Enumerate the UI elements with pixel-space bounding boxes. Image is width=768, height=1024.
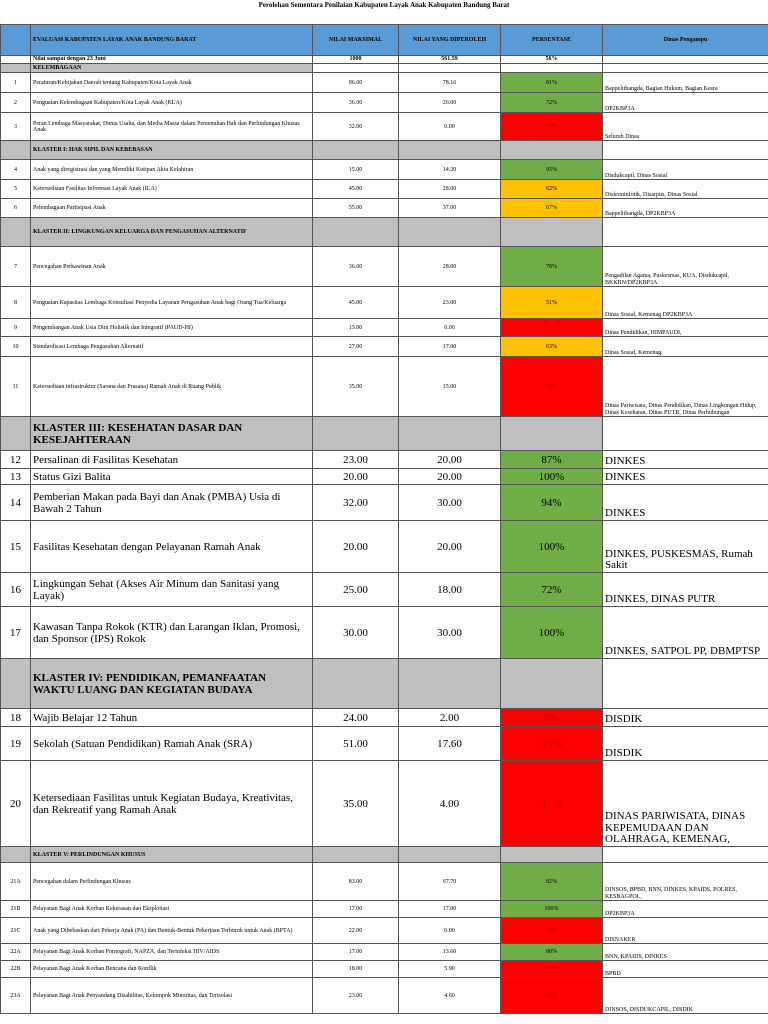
pct-cell: 11% <box>501 761 603 847</box>
pct-cell: 82% <box>501 863 603 901</box>
row-item: Pelayanan Bagi Anak Korban Kekerasan dan Eksploitasi <box>31 901 313 918</box>
section-klaster-2: KLASTER II: LINGKUNGAN KELUARGA DAN PENGASUHAN ALTERNATIF <box>31 218 313 247</box>
pct-cell: 35% <box>501 727 603 761</box>
table-row: 7 Pencegahan Perkawinan Anak 36.00 28.00 78% Pengadilan Agama, Puskesmas, KUA, Disdukcapil, BKKBN/DP2KBP3A <box>1 247 768 287</box>
row-item: Pelembagaan Partisipasi Anak <box>31 199 313 218</box>
table-row: 23A Pelayanan Bagi Anak Penyandang Disabilitas, Kelompok Minoritas, dan Terisolasi 23.00 4.60 20% DINSOS, DISDUKCAPIL, DISDIK <box>1 978 768 1014</box>
pct-cell: 100% <box>501 901 603 918</box>
row-item: Ketersediaan Fasilitas untuk Kegiatan Budaya, Kreativitas, dan Rekreatif yang Ramah Anak <box>31 761 313 847</box>
header-persentase: PERSENTASE <box>501 25 603 56</box>
table-row: 4 Anak yang diregistrasi dan yang Memiliki Kutipan Akta Kelahiran 15.00 14.20 95% Disdukcapil, Dinas Sosial <box>1 160 768 180</box>
row-item: Penguatan Kelembagaan Kabupaten/Kota Layak Anak (KLA) <box>31 93 313 113</box>
table-row: 15 Fasilitas Kesehatan dengan Pelayanan Ramah Anak 20.00 20.00 100% DINKES, PUSKESMAS, Rumah Sakit <box>1 521 768 573</box>
row-dinas: DINKES, SATPOL PP, DBMPTSP <box>603 607 768 659</box>
page-title: Perolehan Sementara Penilaian Kabupaten Layak Anak Kabupaten Bandung Barat <box>258 1 510 9</box>
row-dinas: Diskominfotik, Disarpus, Dinas Sosial <box>603 180 768 199</box>
row-item: Persalinan di Fasilitas Kesehatan <box>31 451 313 469</box>
row-dinas: Bappelitbangda, Bagian Hukum, Bagian Kesra <box>603 73 768 93</box>
header-evaluasi: EVALUASI KABUPATEN LAYAK ANAK BANDUNG BARAT <box>31 25 313 56</box>
table-row: 13 Status Gizi Balita 20.00 20.00 100% DINKES <box>1 469 768 485</box>
row-item: Pencegahan dalam Perlindungan Khusus <box>31 863 313 901</box>
pct-cell: 81% <box>501 73 603 93</box>
table-row: 17 Kawasan Tanpa Rokok (KTR) dan Larangan Iklan, Promosi, dan Sponsor (IPS) Rokok 30.00 30.00 100% DINKES, SATPOL PP, DBMPTSP <box>1 607 768 659</box>
row-dinas: DINSOS, DISDUKCAPIL, DISDIK <box>603 978 768 1014</box>
row-item: Penguatan Kapasitas Lembaga Konsultasi Penyedia Layanan Pengasuhan Anak bagi Orang Tua/Keluarga <box>31 287 313 319</box>
section-row <box>1 218 768 247</box>
row-item: Status Gizi Balita <box>31 469 313 485</box>
row-item: Peraturan/Kebijakan Daerah tentang Kabupaten/Kota Layak Anak <box>31 73 313 93</box>
row-dinas: DINAS PARIWISATA, DINAS KEPEMUDAAN DAN OLAHRAGA, KEMENAG, <box>603 761 768 847</box>
table-row: 1 Peraturan/Kebijakan Daerah tentang Kabupaten/Kota Layak Anak 96.00 78.16 81% Bappelitbangda, Bagian Hukum, Bagian Kesra <box>1 73 768 93</box>
row-item: Pemberian Makan pada Bayi dan Anak (PMBA) Usia di Bawah 2 Tahun <box>31 485 313 521</box>
section-row <box>1 417 768 451</box>
pct-cell: 94% <box>501 485 603 521</box>
row-item: Pelayanan Bagi Anak Korban Bencana dan Konflik <box>31 961 313 978</box>
pct-cell: 63% <box>501 337 603 357</box>
pct-cell: 72% <box>501 93 603 113</box>
row-item: Anak yang diregistrasi dan yang Memiliki Kutipan Akta Kelahiran <box>31 160 313 180</box>
row-dinas: Pengadilan Agama, Puskesmas, KUA, Disdukcapil, BKKBN/DP2KBP3A <box>603 247 768 287</box>
table-row: 20 Ketersediaan Fasilitas untuk Kegiatan Budaya, Kreativitas, dan Rekreatif yang Ramah Anak 35.00 4.00 11% DINAS PARIWISATA, DINAS KEPEMUDAAN DAN OLAHRAGA, KEMENAG, <box>1 761 768 847</box>
row-item: Anak yang Dibebaskan dari Pekerja Anak (PA) dan Bentuk-Bentuk Pekerjaan Terburuk untuk Anak (BPTA) <box>31 918 313 944</box>
row-dinas: DINKES <box>603 451 768 469</box>
pct-cell: 67% <box>501 199 603 218</box>
row-dinas: DP2KBP3A <box>603 901 768 918</box>
table-row: 21B Pelayanan Bagi Anak Korban Kekerasan dan Eksploitasi 17.00 17.00 100% DP2KBP3A <box>1 901 768 918</box>
kla-evaluation-table <box>0 24 768 1014</box>
header-row <box>1 25 768 56</box>
summary-no <box>1 56 31 64</box>
summary-max: 1000 <box>313 56 399 64</box>
row-item: Fasilitas Kesehatan dengan Pelayanan Ramah Anak <box>31 521 313 573</box>
row-item: Wajib Belajar 12 Tahun <box>31 709 313 727</box>
pct-cell: 51% <box>501 287 603 319</box>
row-dinas: DP2KBP3A <box>603 93 768 113</box>
table-row: 8 Penguatan Kapasitas Lembaga Konsultasi Penyedia Layanan Pengasuhan Anak bagi Orang Tua/Keluarga 45.00 23.00 51% Dinas Sosial, Kemenag DP2KBP3A <box>1 287 768 319</box>
row-item: Ketersediaan Fasilitas Informasi Layak Anak (ILA) <box>31 180 313 199</box>
row-dinas: BNN, KPAIDS, DINKES <box>603 944 768 961</box>
section-klaster-4: KLASTER IV: PENDIDIKAN, PEMANFAATAN WAKTU LUANG DAN KEGIATAN BUDAYA <box>31 659 313 709</box>
row-dinas: BPBD <box>603 961 768 978</box>
row-item: Sekolah (Satuan Pendidikan) Ramah Anak (SRA) <box>31 727 313 761</box>
summary-pct: 56% <box>501 56 603 64</box>
table-row: 9 Pengembangan Anak Usia Dini Holistik dan Integratif (PAUD-HI) 13.00 0.00 0% Dinas Pendidikan, HIMPAUDI, <box>1 319 768 337</box>
row-dinas: Bappelitbangda, DP2KBP3A <box>603 199 768 218</box>
row-dinas: Seluruh Dinas <box>603 113 768 141</box>
pct-cell: 95% <box>501 160 603 180</box>
section-row <box>1 659 768 709</box>
row-dinas: DINKES <box>603 469 768 485</box>
header-nilai-diperoleh: NILAI YANG DIPEROLEH <box>399 25 501 56</box>
table-row: 18 Wajib Belajar 12 Tahun 24.00 2.00 8% DISDIK <box>1 709 768 727</box>
row-dinas: Dinas Pendidikan, HIMPAUDI, <box>603 319 768 337</box>
row-dinas: Disdukcapil, Dinas Sosial <box>603 160 768 180</box>
row-item: Standardisasi Lembaga Pengasuhan Alternatif <box>31 337 313 357</box>
table-row: 3 Peran Lembaga Masyarakat, Dunia Usaha, dan Media Massa dalam Pemenuhan Hak dan Perlindungan Khusus Anak 32.00 0.00 0% Seluruh Dinas <box>1 113 768 141</box>
pct-cell: 0% <box>501 918 603 944</box>
summary-dinas <box>603 56 768 64</box>
section-klaster-1: KLASTER I: HAK SIPIL DAN KEBEBASAN <box>31 141 313 160</box>
table-row: 19 Sekolah (Satuan Pendidikan) Ramah Anak (SRA) 51.00 17.60 35% DISDIK <box>1 727 768 761</box>
pct-cell: 80% <box>501 944 603 961</box>
pct-cell: 72% <box>501 573 603 607</box>
pct-cell: 0% <box>501 113 603 141</box>
section-klaster-5: KLASTER V: PERLINDUNGAN KHUSUS <box>31 847 313 863</box>
row-item: Lingkungan Sehat (Akses Air Minum dan Sanitasi yang Layak) <box>31 573 313 607</box>
row-item: Pengembangan Anak Usia Dini Holistik dan Integratif (PAUD-HI) <box>31 319 313 337</box>
section-kelembagaan: KELEMBAGAAN <box>31 64 313 73</box>
pct-cell: 100% <box>501 521 603 573</box>
pct-cell: 20% <box>501 978 603 1014</box>
row-dinas: DISDIK <box>603 727 768 761</box>
row-dinas: DINSOS, BPBD, BNN, DINKES, KPAIDS, POLRES, KESBAGPOL, <box>603 863 768 901</box>
header-no <box>1 25 31 56</box>
row-dinas: DISNAKER <box>603 918 768 944</box>
header-dinas: Dinas Pengampu <box>603 25 768 56</box>
row-dinas: DINKES, PUSKESMAS, Rumah Sakit <box>603 521 768 573</box>
table-row: 6 Pelembagaan Partisipasi Anak 55.00 37.00 67% Bappelitbangda, DP2KBP3A <box>1 199 768 218</box>
pct-cell: 0% <box>501 319 603 337</box>
table-row: 2 Penguatan Kelembagaan Kabupaten/Kota Layak Anak (KLA) 36.00 26.00 72% DP2KBP3A <box>1 93 768 113</box>
table-row: 22A Pelayanan Bagi Anak Korban Pornografi, NAPZA, dan Terinfeksi HIV/AIDS 17.00 13.60 80% BNN, KPAIDS, DINKES <box>1 944 768 961</box>
table-row: 11 Ketersediaan infrastruktur (Sarana dan Prasana) Ramah Anak di Ruang Publik 35.00 15.00 43% Dinas Pariwisata, Dinas Pendidikan, Dinas Lingkungan Hidup, Dinas Kesehatan, Dinas PUTR, Dinas Perhubungan <box>1 357 768 417</box>
pct-cell: 62% <box>501 180 603 199</box>
table-row: 14 Pemberian Makan pada Bayi dan Anak (PMBA) Usia di Bawah 2 Tahun 32.00 30.00 94% DINKES <box>1 485 768 521</box>
pct-cell: 100% <box>501 607 603 659</box>
table-row: 16 Lingkungan Sehat (Akses Air Minum dan Sanitasi yang Layak) 25.00 18.00 72% DINKES, DINAS PUTR <box>1 573 768 607</box>
pct-cell: 33% <box>501 961 603 978</box>
table-row: 22B Pelayanan Bagi Anak Korban Bencana dan Konflik 18.00 5.90 33% BPBD <box>1 961 768 978</box>
header-nilai-maksimal: NILAI MAKSIMAL <box>313 25 399 56</box>
pct-cell: 8% <box>501 709 603 727</box>
row-dinas: Dinas Sosial, Kemenag DP2KBP3A <box>603 287 768 319</box>
summary-got: 561.59 <box>399 56 501 64</box>
row-dinas: DINKES, DINAS PUTR <box>603 573 768 607</box>
row-dinas: DINKES <box>603 485 768 521</box>
row-item: Ketersediaan infrastruktur (Sarana dan Prasana) Ramah Anak di Ruang Publik <box>31 357 313 417</box>
row-item: Peran Lembaga Masyarakat, Dunia Usaha, dan Media Massa dalam Pemenuhan Hak dan Perlindungan Khusus Anak <box>31 113 313 141</box>
section-row <box>1 141 768 160</box>
section-klaster-3: KLASTER III: KESEHATAN DASAR DAN KESEJAHTERAAN <box>31 417 313 451</box>
row-item: Pelayanan Bagi Anak Penyandang Disabilitas, Kelompok Minoritas, dan Terisolasi <box>31 978 313 1014</box>
row-item: Kawasan Tanpa Rokok (KTR) dan Larangan Iklan, Promosi, dan Sponsor (IPS) Rokok <box>31 607 313 659</box>
table-row: 5 Ketersediaan Fasilitas Informasi Layak Anak (ILA) 45.00 28.00 62% Diskominfotik, Disarpus, Dinas Sosial <box>1 180 768 199</box>
pct-cell: 78% <box>501 247 603 287</box>
table-row: 10 Standardisasi Lembaga Pengasuhan Alternatif 27.00 17.00 63% Dinas Sosial, Kemenag <box>1 337 768 357</box>
section-row <box>1 847 768 863</box>
row-dinas: Dinas Pariwisata, Dinas Pendidikan, Dinas Lingkungan Hidup, Dinas Kesehatan, Dinas PUTR, Dinas Perhubungan <box>603 357 768 417</box>
pct-cell: 43% <box>501 357 603 417</box>
summary-row <box>1 56 768 64</box>
pct-cell: 87% <box>501 451 603 469</box>
summary-label: Nilai sampai dengan 23 Juni <box>31 56 313 64</box>
row-item: Pencegahan Perkawinan Anak <box>31 247 313 287</box>
row-item: Pelayanan Bagi Anak Korban Pornografi, NAPZA, dan Terinfeksi HIV/AIDS <box>31 944 313 961</box>
section-row <box>1 64 768 73</box>
table-row: 21A Pencegahan dalam Perlindungan Khusus 83.00 67.70 82% DINSOS, BPBD, BNN, DINKES, KPAIDS, POLRES, KESBAGPOL, <box>1 863 768 901</box>
table-row: 21C Anak yang Dibebaskan dari Pekerja Anak (PA) dan Bentuk-Bentuk Pekerjaan Terburuk untuk Anak (BPTA) 22.00 0.00 0% DISNAKER <box>1 918 768 944</box>
table-row: 12 Persalinan di Fasilitas Kesehatan 23.00 20.00 87% DINKES <box>1 451 768 469</box>
pct-cell: 100% <box>501 469 603 485</box>
row-dinas: Dinas Sosial, Kemenag <box>603 337 768 357</box>
row-dinas: DISDIK <box>603 709 768 727</box>
